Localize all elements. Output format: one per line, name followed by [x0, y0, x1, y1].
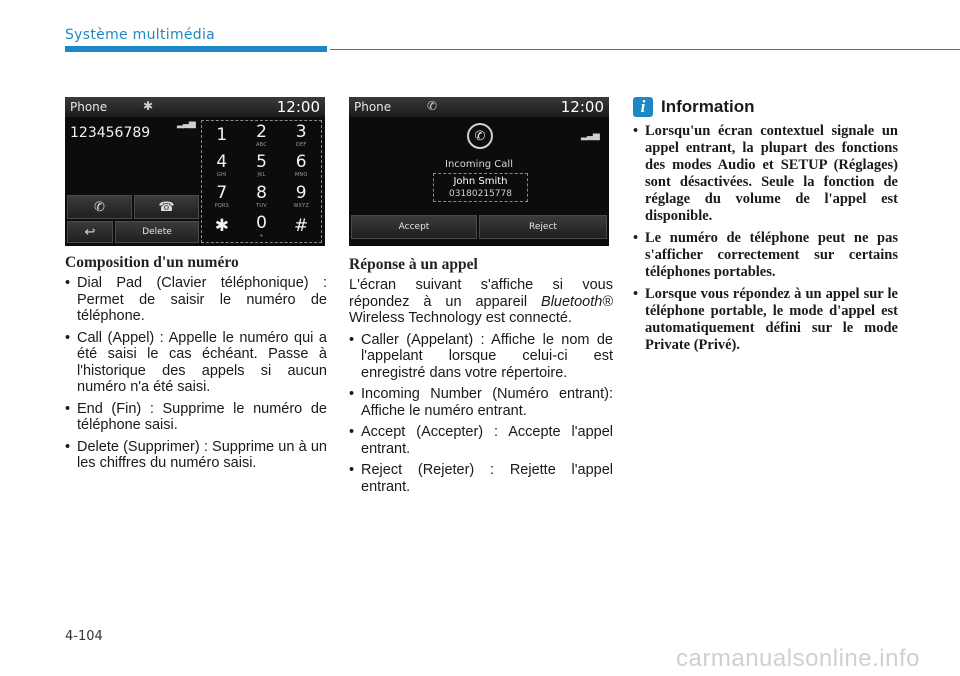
call-status-icon: ✆ — [427, 99, 438, 113]
information-box — [633, 97, 898, 359]
list-item: • Caller (Appelant) : Affiche le nom de l'appelant lorsque celui-ci est enregistré dans votre répertoire. — [349, 332, 613, 382]
page-number: 4-104 — [65, 629, 103, 644]
header-rule-thick — [65, 46, 327, 52]
phone-icon: ✆ — [94, 199, 105, 215]
dialing-section — [65, 254, 327, 477]
list-item: • Dial Pad (Clavier téléphonique) : Permet de saisir le numéro de téléphone. — [65, 275, 327, 325]
information-title: Information — [661, 97, 755, 116]
caller-name: John Smith — [453, 176, 508, 187]
list-item: • Lorsqu'un écran contextuel signale un appel entrant, la plupart des fonctions des modes Audio et SETUP (Réglages) sont désactivées. Seule la fonction de réglage du volume de l'appel est disponible. — [633, 123, 898, 225]
key-5[interactable]: 5 JKL — [256, 152, 267, 179]
watermark: carmanualsonline.info — [676, 645, 920, 672]
list-item: • Incoming Number (Numéro entrant): Affiche le numéro entrant. — [349, 386, 613, 419]
clock: 12:00 — [560, 98, 604, 116]
bullet-list — [349, 332, 613, 496]
key-9[interactable]: 9 WXYZ — [293, 182, 309, 209]
info-icon: i — [633, 97, 653, 117]
bullet-list — [65, 275, 327, 472]
list-item: • Le numéro de téléphone peut ne pas s'afficher correctement sur certains téléphones portables. — [633, 230, 898, 281]
status-bar — [65, 97, 325, 117]
list-item: • Reject (Rejeter) : Rejette l'appel entrant. — [349, 462, 613, 495]
section-heading: Réponse à un appel — [349, 256, 478, 273]
caller-info — [433, 173, 528, 202]
information-header — [633, 97, 898, 117]
key-0[interactable]: 0 + — [256, 212, 267, 239]
key-8[interactable]: 8 TUV — [256, 182, 267, 209]
bluetooth-icon: ✱ — [143, 99, 154, 113]
header-rule-thin — [330, 49, 960, 50]
list-item: • Lorsque vous répondez à un appel sur le téléphone portable, le mode d'appel est automatiquement défini sur le mode Private (Privé). — [633, 286, 898, 354]
key-2[interactable]: 2 ABC — [256, 122, 267, 149]
dial-pad[interactable] — [201, 120, 322, 243]
reject-label: Reject — [529, 222, 557, 232]
key-4[interactable]: 4 GHI — [216, 152, 228, 179]
signal-icon: ▂▃▅ — [581, 131, 599, 141]
section-heading: Composition d'un numéro — [65, 254, 239, 271]
key-3[interactable]: 3 DEF — [295, 122, 307, 149]
delete-button[interactable] — [115, 221, 199, 243]
incoming-call-screen — [349, 97, 609, 246]
dialpad-screen — [65, 97, 325, 246]
key-star[interactable]: ✱ — [214, 215, 229, 236]
back-arrow-icon: ↩ — [84, 224, 96, 240]
dialed-number: 123456789 — [70, 125, 151, 141]
delete-label: Delete — [142, 227, 172, 237]
reject-button[interactable] — [479, 215, 607, 239]
accept-button[interactable] — [351, 215, 477, 239]
key-1[interactable]: 1 — [216, 125, 228, 146]
intro-paragraph: L'écran suivant s'affiche si vous répondez à un appareil Bluetooth® Wireless Technology est connecté. — [349, 277, 613, 326]
list-item: • Accept (Accepter) : Accepte l'appel entrant. — [349, 424, 613, 457]
key-7[interactable]: 7 PQRS — [214, 182, 230, 209]
call-button[interactable] — [67, 195, 132, 219]
list-item: • Call (Appel) : Appelle le numéro qui a été saisi le cas échéant. Passe à l'historique des appels si aucun numéro n'a été saisi. — [65, 330, 327, 396]
incoming-call-icon: ✆ — [467, 123, 493, 149]
signal-icon: ▂▃▅ — [177, 119, 195, 129]
back-button[interactable] — [67, 221, 113, 243]
key-6[interactable]: 6 MNO — [294, 152, 308, 179]
hang-up-icon: ☎ — [158, 199, 175, 215]
status-bar — [349, 97, 609, 117]
caller-number: 03180215778 — [449, 189, 512, 199]
clock: 12:00 — [276, 98, 320, 116]
list-item: • End (Fin) : Supprime le numéro de téléphone saisi. — [65, 401, 327, 434]
answer-call-section — [349, 256, 613, 500]
incoming-call-label: Incoming Call — [445, 159, 513, 170]
bluetooth-brand: Bluetooth® — [541, 293, 613, 310]
section-title: Système multimédia — [65, 27, 216, 43]
list-item: • Delete (Supprimer) : Supprime un à un les chiffres du numéro saisi. — [65, 439, 327, 472]
information-list — [633, 123, 898, 354]
end-button[interactable] — [134, 195, 199, 219]
key-hash[interactable]: # — [294, 215, 309, 236]
screen-title: Phone — [70, 100, 108, 114]
screen-title: Phone — [354, 100, 392, 114]
accept-label: Accept — [398, 222, 430, 232]
